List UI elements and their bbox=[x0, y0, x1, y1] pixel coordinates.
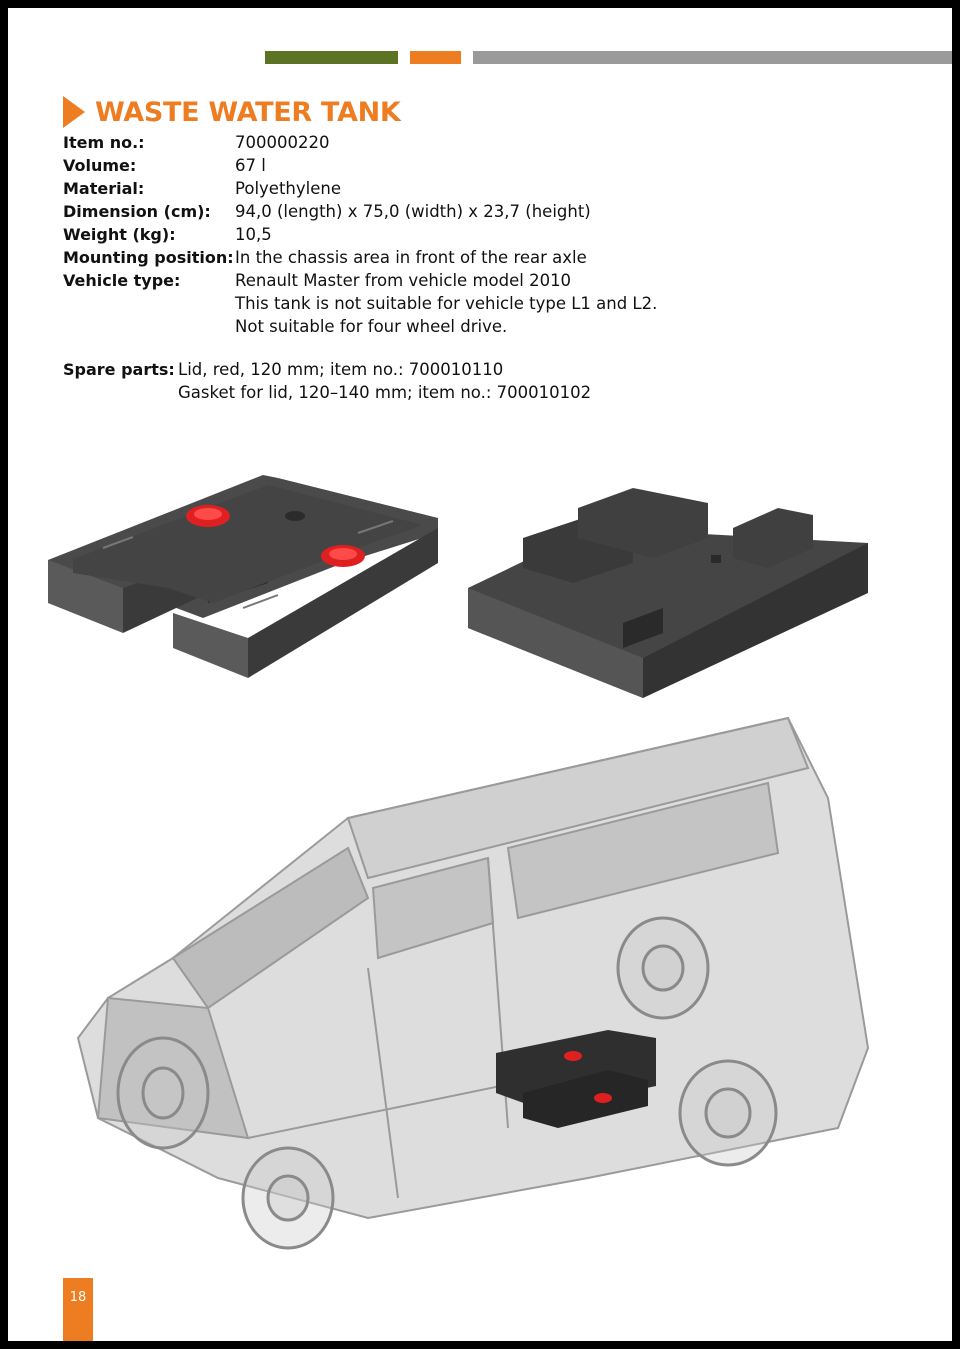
header-bar-green bbox=[265, 51, 398, 64]
spec-row bbox=[63, 177, 657, 200]
spec-label: Material: bbox=[63, 179, 145, 198]
spare-parts-label: Spare parts: bbox=[63, 360, 175, 379]
spec-table bbox=[63, 131, 658, 336]
title-row bbox=[63, 92, 401, 132]
spare-part-item: Gasket for lid, 120–140 mm; item no.: 700010102 bbox=[178, 383, 592, 402]
spec-values bbox=[235, 246, 587, 269]
tank-top-view-image bbox=[43, 463, 443, 678]
spec-value: Polyethylene bbox=[235, 179, 341, 198]
page-title: WASTE WATER TANK bbox=[95, 96, 401, 128]
spec-value: Not suitable for four wheel drive. bbox=[235, 317, 508, 336]
spec-value: Renault Master from vehicle model 2010 bbox=[235, 271, 572, 290]
page-number-bar bbox=[63, 1278, 93, 1341]
spec-row bbox=[63, 269, 658, 336]
page bbox=[8, 8, 952, 1341]
spec-label: Volume: bbox=[63, 156, 137, 175]
spec-row bbox=[63, 223, 657, 246]
lid-red-icon bbox=[594, 1093, 612, 1103]
spec-value: This tank is not suitable for vehicle type L1 and L2. bbox=[235, 294, 658, 313]
spare-part-item: Lid, red, 120 mm; item no.: 700010110 bbox=[178, 360, 504, 379]
play-triangle-icon bbox=[63, 96, 85, 128]
spec-row bbox=[63, 200, 657, 223]
spec-value: In the chassis area in front of the rear axle bbox=[235, 248, 587, 267]
tank-bottom-view-image bbox=[463, 483, 873, 698]
spec-values bbox=[235, 154, 266, 177]
van-mounting-image bbox=[68, 708, 888, 1253]
spec-row bbox=[63, 246, 657, 269]
spec-label: Weight (kg): bbox=[63, 225, 176, 244]
spare-parts bbox=[63, 358, 591, 404]
spec-label: Vehicle type: bbox=[63, 271, 181, 290]
spec-value: 10,5 bbox=[235, 225, 272, 244]
spec-value: 94,0 (length) x 75,0 (width) x 23,7 (height) bbox=[235, 202, 591, 221]
spec-value: 700000220 bbox=[235, 133, 330, 152]
spec-row bbox=[63, 154, 657, 177]
spec-values bbox=[235, 131, 329, 154]
spec-row bbox=[63, 131, 657, 154]
spare-parts-list bbox=[178, 358, 591, 404]
lid-red-icon bbox=[564, 1051, 582, 1061]
header-bar-orange bbox=[410, 51, 461, 64]
spec-values bbox=[235, 269, 658, 336]
spec-label: Mounting position: bbox=[63, 248, 234, 267]
page-number: 18 bbox=[69, 1290, 87, 1305]
spec-values bbox=[235, 200, 591, 223]
spec-value: 67 l bbox=[235, 156, 266, 175]
spec-values bbox=[235, 223, 272, 246]
spec-values bbox=[235, 177, 341, 200]
spec-label: Item no.: bbox=[63, 133, 145, 152]
header-bar-gray bbox=[473, 51, 952, 64]
spec-label: Dimension (cm): bbox=[63, 202, 211, 221]
